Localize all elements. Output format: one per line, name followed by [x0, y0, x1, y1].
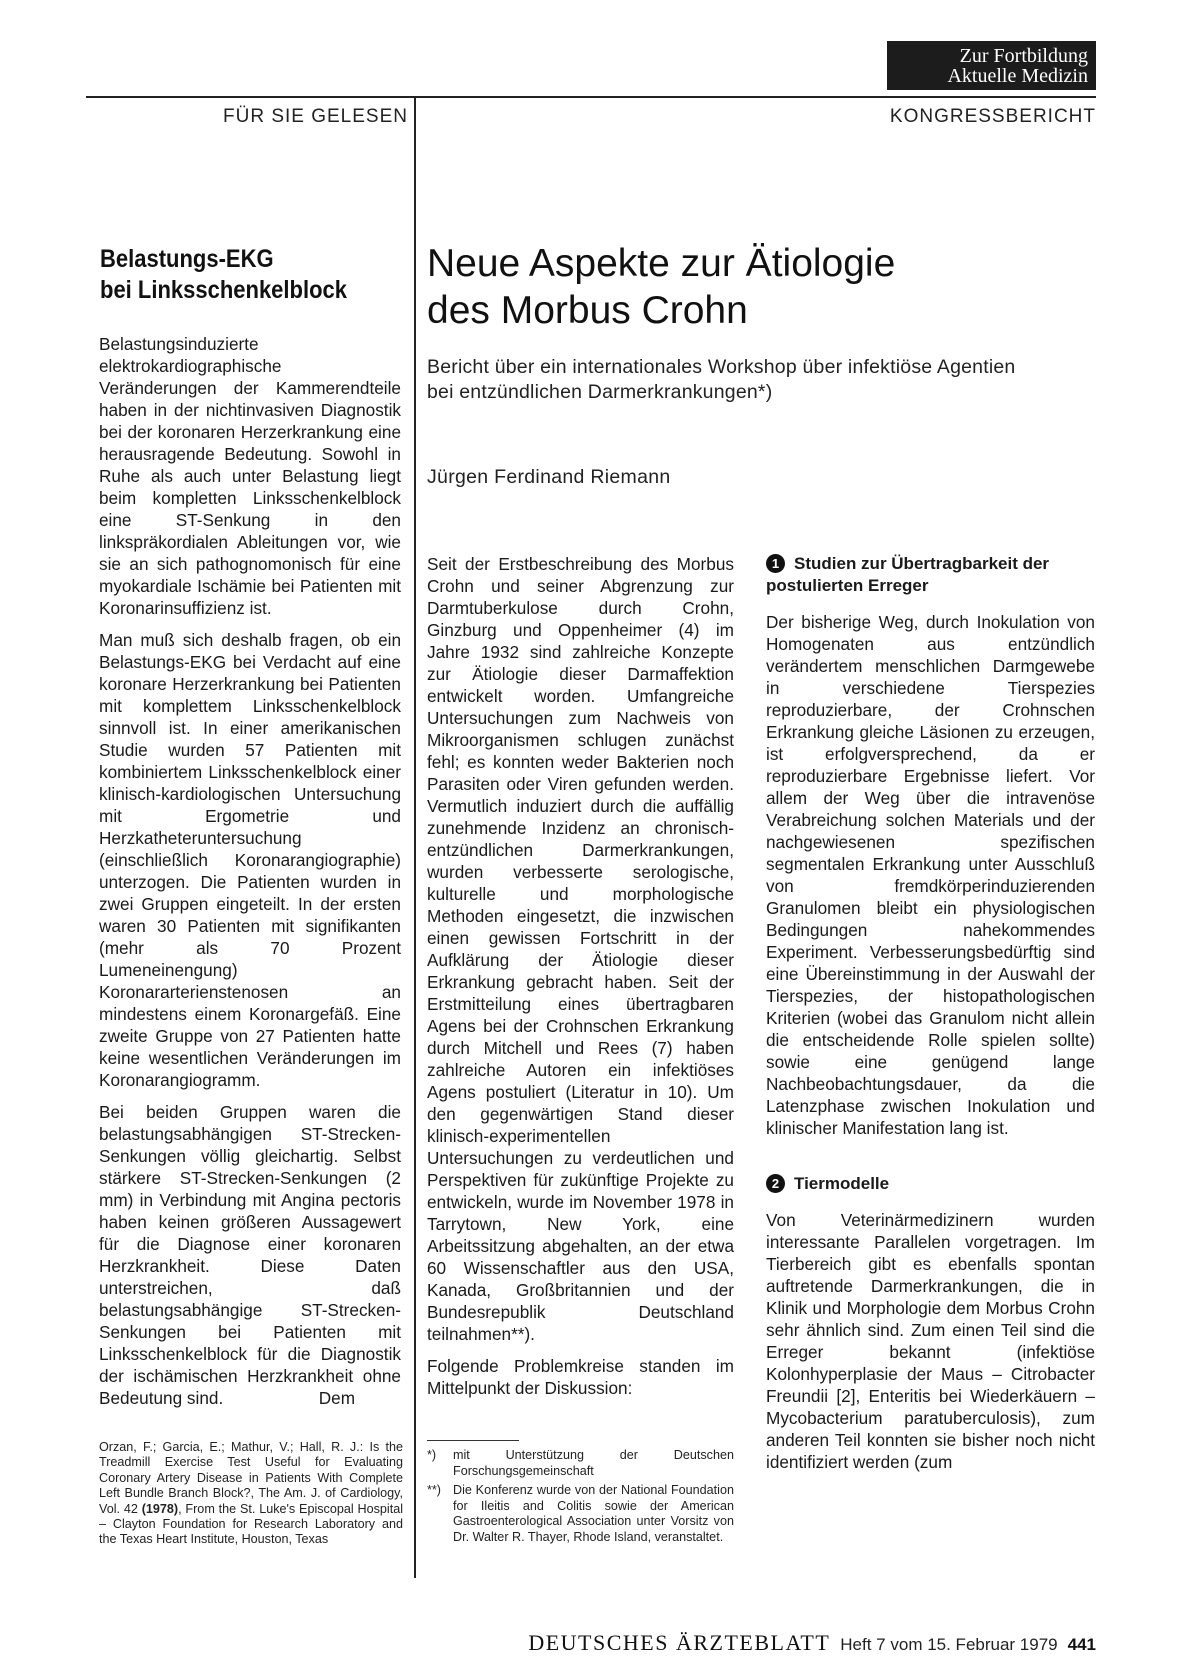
- section-heading-2: [766, 1173, 1095, 1195]
- main-article-column-2: [766, 553, 1095, 1483]
- left-title-line-1: Belastungs-EKG: [100, 245, 274, 273]
- main-article-subtitle: [427, 355, 1097, 405]
- paragraph: Folgende Problemkreise standen im Mittelpunkt der Diskussion:: [427, 1356, 734, 1398]
- main-title-line-1: Neue Aspekte zur Ätiologie: [427, 242, 896, 285]
- main-article-title: [427, 240, 1067, 334]
- reference-text-end: , From the St. Luke's Episcopal Hospital – Clayton Foundation for Research Laboratory and the Texas Heart Institute, Houston, Texas: [99, 1501, 403, 1547]
- badge-line-2: Aktuelle Medizin: [947, 65, 1088, 87]
- section-badge: [887, 41, 1096, 90]
- footnote-mark: *): [427, 1448, 437, 1462]
- column-divider: [414, 96, 416, 1578]
- subtitle-line-1: Bericht über ein internationales Workshop über infektiöse Agentien: [427, 356, 1016, 378]
- page-number: 441: [1067, 1635, 1096, 1654]
- paragraph: Der bisherige Weg, durch Inokulation von Homogenaten aus entzündlich verändertem menschlichen Darmgewebe in verschiedene Tierspezies reproduzierbare, der Crohnschen Erkrankung gleiche Läsionen zu erzeugen, ist erfolgversprechend, da er reproduzierbare Ergebnisse liefert. Vor allem der Weg über die intravenöse Verabreichung solchen Materials und der nachgewiesenen spezifischen segmentalen Erkrankung unter Ausschluß von fremdkörperinduzierenden Granulomen bleibt ein physiologischen Bedingungen nahekommendes Experiment. Verbesserungsbedürftig sind eine Übereinstimmung in der Auswahl der Tierspezies, der histopathologischen Kriterien (wobei das Granulom nicht allein die entscheidende Rolle spielen sollte) sowie eine genügend lange Nachbeobachtungsdauer, da die Latenzphase zwischen Inokulation und klinischer Manifestation lang ist.: [766, 612, 1095, 1138]
- footnote-text: Die Konferenz wurde von der National Foundation for Ileitis and Colitis sowie der American Gastroenterological Association unter Vorsitz von Dr. Walter R. Thayer, Rhode Island, veranstaltet.: [453, 1483, 734, 1544]
- author-name: Jürgen Ferdinand Riemann: [427, 466, 671, 488]
- footnote: [427, 1483, 734, 1545]
- subtitle-line-2: bei entzündlichen Darmerkrankungen*): [427, 381, 773, 403]
- section-number-2: 2: [766, 1174, 785, 1193]
- header-rule: [86, 96, 1096, 98]
- paragraph: Von Veterinärmedizinern wurden interessante Parallelen vorgetragen. Im Tierbereich gibt es ebenfalls spontan auftretende Darmerkrankungen, die in Klinik und Morphologie dem Morbus Crohn sehr ähnlich sind. Zum einen Teil sind die Erreger bekannt (infektiöse Kolonhyperplasie der Maus – Citrobacter Freundii [2], Enteritis bei Wiederkäuern – Mycobacterium paratuberculosis), zum anderen Teil konnten sie bisher noch nicht identifiziert werden (zum: [766, 1210, 1095, 1472]
- paragraph: Man muß sich deshalb fragen, ob ein Belastungs-EKG bei Verdacht auf eine koronare Herzerkrankung bei Patienten mit komplettem Linksschenkelblock sinnvoll ist. In einer amerikanischen Studie wurden 57 Patienten mit kombiniertem Linksschenkelblock einer klinisch-kardiologischen Untersuchung mit Ergometrie und Herzkatheteruntersuchung (einschließlich Koronarangiographie) unterzogen. Die Patienten wurden in zwei Gruppen eingeteilt. In der ersten waren 30 Patienten mit signifikanten (mehr als 70 Prozent Lumeneinengung) Koronararterienstenosen an mindestens einem Koronargefäß. Eine zweite Gruppe von 27 Patienten hatte keine wesentlichen Veränderungen im Koronarangiogramm.: [99, 630, 401, 1090]
- left-section-label: FÜR SIE GELESEN: [223, 106, 408, 127]
- page-footer: [0, 1630, 1096, 1656]
- section-number-1: 1: [766, 554, 785, 573]
- footnote-text: mit Unterstützung der Deutschen Forschungsgemeinschaft: [453, 1448, 734, 1478]
- badge-line-1: Zur Fortbildung: [959, 45, 1088, 67]
- main-title-line-2: des Morbus Crohn: [427, 289, 748, 332]
- footnote-rule: [427, 1440, 519, 1441]
- left-title-line-2: bei Linksschenkelblock: [100, 276, 347, 304]
- journal-name: DEUTSCHES ÄRZTEBLATT: [528, 1630, 831, 1655]
- paragraph: Seit der Erstbeschreibung des Morbus Crohn und seiner Abgrenzung zur Darmtuberkulose durch Crohn, Ginzburg und Oppenheimer (4) im Jahre 1932 sind zahlreiche Konzepte zur Ätiologie dieser Darmaffektion entwickelt worden. Umfangreiche Untersuchungen zum Nachweis von Mikroorganismen schlugen zunächst fehl; es konnten weder Bakterien noch Parasiten oder Viren gefunden werden. Vermutlich induziert durch die auffällig zunehmende Inzidenz an chronisch-entzündlichen Darmerkrankungen, wurden verbesserte serologische, kulturelle und morphologische Methoden eingesetzt, die inzwischen einen gewissen Fortschritt in der Aufklärung der Ätiologie dieser Erkrankung gebracht haben. Seit der Erstmitteilung eines übertragbaren Agens bei der Crohnschen Erkrankung durch Mitchell und Rees (7) haben zahlreiche Autoren ein infektiöses Agens postuliert (Literatur in 10). Um den gegenwärtigen Stand dieser klinisch-experimentellen Untersuchungen zu verdeutlichen und Perspektiven für zukünftige Projekte zu entwickeln, wurde im November 1978 in Tarrytown, New York, eine Arbeitssitzung abgehalten, an der etwa 60 Wissenschaftler aus den USA, Kanada, Großbritannien und der Bundesrepublik Deutschland teilnahmen**).: [427, 554, 734, 1344]
- footnote: [427, 1448, 734, 1479]
- left-article-body: [99, 333, 406, 1419]
- literature-reference: [99, 1440, 403, 1548]
- right-section-label: KONGRESSBERICHT: [889, 106, 1096, 127]
- reference-year: (1978): [141, 1501, 179, 1516]
- footnotes: [427, 1448, 734, 1550]
- section-heading-1: [766, 553, 1095, 597]
- paragraph: Bei beiden Gruppen waren die belastungsabhängigen ST-Strecken-Senkungen völlig gleichartig. Selbst stärkere ST-Strecken-Senkungen (2 mm) in Verbindung mit Angina pectoris haben keinen größeren Aussagewert für die Diagnose einer koronaren Herzkrankheit. Diese Daten unterstreichen, daß belastungsabhängige ST-Strecken-Senkungen bei Patienten mit Linksschenkelblock für die Diagnostik der ischämischen Herzkrankheit ohne Bedeutung sind. Dem: [99, 1102, 406, 1408]
- reference-text: Orzan, F.; Garcia, E.; Mathur, V.; Hall, R. J.: Is the Treadmill Exercise Test Useful for Evaluating Coronary Artery Disease in Patients With Complete Left Bundle Branch Block?, The Am. J. of Cardiology, Vol. 42: [99, 1440, 403, 1516]
- left-article-title: [100, 244, 373, 306]
- footnote-mark: **): [427, 1483, 441, 1498]
- issue-info: Heft 7 vom 15. Februar 1979: [840, 1635, 1058, 1654]
- section-heading-text: Studien zur Übertragbarkeit der postulierten Erreger: [766, 554, 1050, 595]
- section-heading-text: Tiermodelle: [794, 1174, 890, 1193]
- paragraph: Belastungsinduzierte elektrokardiographische Veränderungen der Kammerendteile haben in der nichtinvasiven Diagnostik bei der koronaren Herzerkrankung eine herausragende Bedeutung. Sowohl in Ruhe als auch unter Belastung liegt beim kompletten Linksschenkelblock eine ST-Senkung in den linkspräkordialen Ableitungen vor, wie sie an sich pathognomonisch für eine myokardiale Ischämie bei Patienten mit Koronarinsuffizienz ist.: [99, 334, 401, 618]
- main-article-column-1: [427, 553, 734, 1409]
